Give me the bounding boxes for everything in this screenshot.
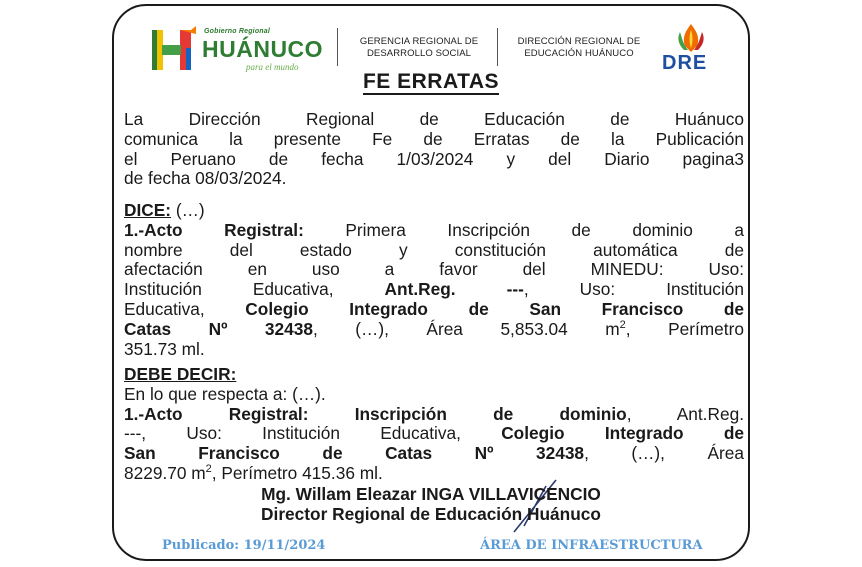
signatory-role: Director Regional de Educación Huánuco xyxy=(261,504,601,524)
gobierno-regional-huanuco-logo xyxy=(150,26,330,74)
header-divider xyxy=(497,28,498,66)
intro-paragraph: La Dirección Regional de Educación de Huánuco comunica la presente Fe de Erratas de la Publicación el Peruano de fecha 1/03/2024 y del Diario pagina3 de fecha 08/03/2024. xyxy=(124,109,744,189)
header xyxy=(114,16,748,74)
area-label: ÁREA DE INFRAESTRUCTURA xyxy=(480,538,703,553)
signature-block xyxy=(114,484,748,524)
dre-logo xyxy=(658,22,724,74)
debe-decir-heading: DEBE DECIR: xyxy=(124,364,237,384)
debe-decir-section: DEBE DECIR: En lo que respecta a: (…). 1.-Acto Registral: Inscripción de dominio, Ant.Reg. ---, Uso: Institución Educativa, Colegio Integrado de San Francisco de Catas Nº 32438, (…), Área 8229.70 $m^2$, Perímetro 415.36 ml. xyxy=(124,364,745,483)
direccion-regional-educacion-label: DIRECCIÓN REGIONAL DE EDUCACIÓN HUÁNUCO xyxy=(517,36,641,59)
huanuco-h-logo-icon xyxy=(150,26,200,72)
dice-heading: DICE: xyxy=(124,200,172,220)
gerencia-desarrollo-social-label: GERENCIA REGIONAL DE DESARROLLO SOCIAL xyxy=(359,36,479,59)
dre-flame-icon xyxy=(658,22,724,54)
acto-registral-label: 1.-Acto Registral: xyxy=(124,219,304,240)
signatory-name: Mg. Willam Eleazar INGA VILLAVICENCIO xyxy=(261,484,601,504)
page-title: FE ERRATAS xyxy=(362,70,500,93)
huanuco-logo-text: HUÁNUCO xyxy=(202,36,324,62)
fe-erratas-notice xyxy=(112,4,750,561)
header-divider xyxy=(337,28,338,66)
logo-tagline: para el mundo xyxy=(246,62,299,72)
published-date: Publicado: 19/11/2024 xyxy=(162,538,326,553)
dre-logo-text: DRE xyxy=(662,52,708,74)
gobierno-regional-label: Gobierno Regional xyxy=(204,28,271,35)
dice-section: DICE: (…) 1.-Acto Registral: Primera Inscripción de dominio a nombre del estado y constitución automática de afectación en uso a favor del MINEDU: Uso: Institución Educativa, Ant.Reg. ---, Uso: Institución Educativa, Colegio Integrado de San Francisco de Catas Nº 32438, (…), Área 5,853.04 $m^2$, Perímetro 351.73 ml. xyxy=(124,200,745,359)
